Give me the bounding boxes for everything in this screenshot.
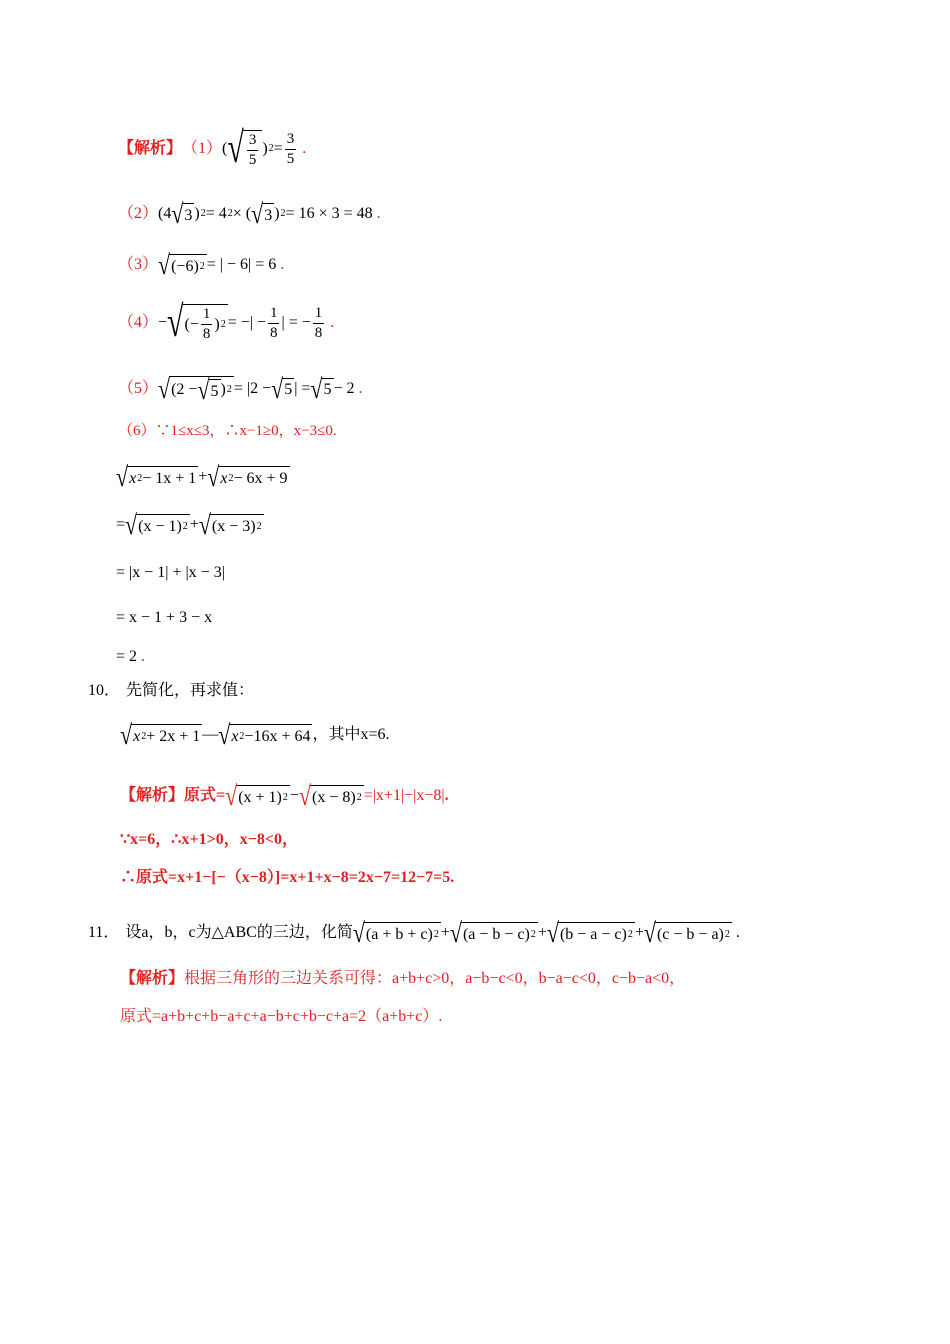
- sqrt-expression: √ 3: [171, 197, 193, 229]
- fraction: $\frac{1}{8}$: [269, 304, 278, 341]
- sqrt-expression: √ 5: [271, 372, 293, 404]
- question-text: 先简化，再求值：: [126, 682, 255, 699]
- sqrt-expression: √ 5: [310, 372, 332, 404]
- item-index: （3）: [118, 256, 159, 273]
- sqrt-expression: √ (a − b − c) 2: [449, 916, 536, 948]
- solution-6-step-2: = √ (x − 1) 2 + √ (x − 3) 2: [116, 508, 262, 540]
- answer-10-line-3: ∴原式=x+1−[−（x−8）]=x+1+x−8=2x−7=12−7=5.: [120, 869, 455, 886]
- question-text: 设a，b，c为△ABC的三边，化简: [125, 924, 353, 941]
- paren: (: [222, 140, 228, 157]
- item-index: （4）: [118, 314, 159, 331]
- sqrt-expression: √ x 2 + 2x + 1: [120, 718, 201, 750]
- sqrt-expression: √ (− $\frac{1}{8}$ ) 2: [167, 298, 226, 347]
- question-10-title: [88, 683, 254, 699]
- answer-11-line-2: 原式=a+b+c+b−a+c+a−b+c+b−c+a=2（a+b+c）.: [120, 1008, 443, 1025]
- question-10-expression: √ x 2 + 2x + 1 — √ x 2 −16x + 64 ，其中x=6.: [120, 718, 390, 750]
- sqrt-expression: √ (c − b − a) 2: [643, 916, 730, 948]
- fraction: $\frac{1}{8}$: [314, 304, 323, 341]
- equals: =: [273, 140, 283, 157]
- item-index: （1）: [182, 140, 223, 157]
- question-number: 11．: [88, 924, 120, 941]
- solution-6-condition: （6）∵1≤x≤3，∴x−1≥0，x−3≤0.: [118, 423, 337, 439]
- sqrt-expression: √ 3: [251, 197, 273, 229]
- answer-11-line-1: 【解析】 根据三角形的三边关系可得：a+b+c>0，a−b−c<0，b−a−c<0，c−b−a<0，: [120, 970, 686, 987]
- sqrt-expression: √ (2 − √ 5 ) 2: [158, 372, 232, 405]
- sqrt-expression: √ x 2 −16x + 64: [218, 718, 311, 750]
- item-index: （5）: [118, 379, 159, 397]
- question-11: 11． 设a，b，c为△ABC的三边，化简 √ (a + b + c) 2 + √ (a − b − c) 2 + √ (b − a − c) 2 + √ (c − b − a) 2 .: [88, 916, 740, 948]
- fraction: $\frac{3}{5}$: [286, 130, 295, 167]
- sqrt-expression: √ x 2 − 6x + 9: [207, 460, 288, 492]
- solution-4: （4） − √ (− $\frac{1}{8}$ ) 2 = −| − $\frac{1}{8}$ | = − $\frac{1}{8}$ .: [118, 298, 335, 347]
- item-index: （2）: [118, 205, 159, 222]
- solution-6-step-5: = 2 .: [116, 648, 146, 665]
- paren: ): [262, 140, 268, 157]
- sqrt-expression: √ (x − 1) 2: [125, 508, 188, 540]
- sqrt-expression: √ (x − 3) 2: [198, 508, 262, 540]
- solution-5: （5） √ (2 − √ 5 ) 2 = |2 − √ 5 | = √ 5 − 2 .: [118, 372, 363, 405]
- fraction: $\frac{3}{5}$: [248, 132, 257, 168]
- question-number: 10．: [88, 682, 121, 699]
- period: .: [302, 140, 307, 157]
- analysis-label: 【解析】: [118, 140, 183, 157]
- sqrt-expression: √ (−6) 2: [158, 248, 205, 280]
- solution-2: （2） (4 √ 3 ) 2 = 4 2 × ( √ 3 ) 2 = 16 × 3 = 48 .: [118, 197, 381, 229]
- solution-6-step-4: = x − 1 + 3 − x: [116, 609, 213, 626]
- solution-6-step-3: = |x − 1| + |x − 3|: [116, 564, 225, 581]
- solution-3: （3） √ (−6) 2 = | − 6| = 6 .: [118, 248, 285, 280]
- solution-1: 【解析】 （1） ( √ $\frac{3}{5}$ ) 2 = $\frac{3}{5}$ .: [118, 124, 307, 173]
- answer-10-line-2: ∵x=6，∴x+1>0，x−8<0，: [120, 831, 298, 848]
- answer-10-line-1: 【解析】原式= √ (x + 1) 2 − √ (x − 8) 2 =|x+1|−|x−8| .: [120, 779, 449, 811]
- sqrt-expression: √ (x − 8) 2: [298, 779, 362, 811]
- solution-6-step-1: √ x 2 − 1x + 1 + √ x 2 − 6x + 9: [116, 460, 288, 492]
- sqrt-expression: √ $\frac{3}{5}$: [227, 130, 262, 168]
- sqrt-expression: √ (b − a − c) 2: [546, 916, 633, 948]
- sqrt-expression: √ (a + b + c) 2: [352, 916, 439, 948]
- sqrt-expression: √ (x + 1) 2: [225, 779, 288, 811]
- sqrt-expression: √ x 2 − 1x + 1: [116, 460, 197, 492]
